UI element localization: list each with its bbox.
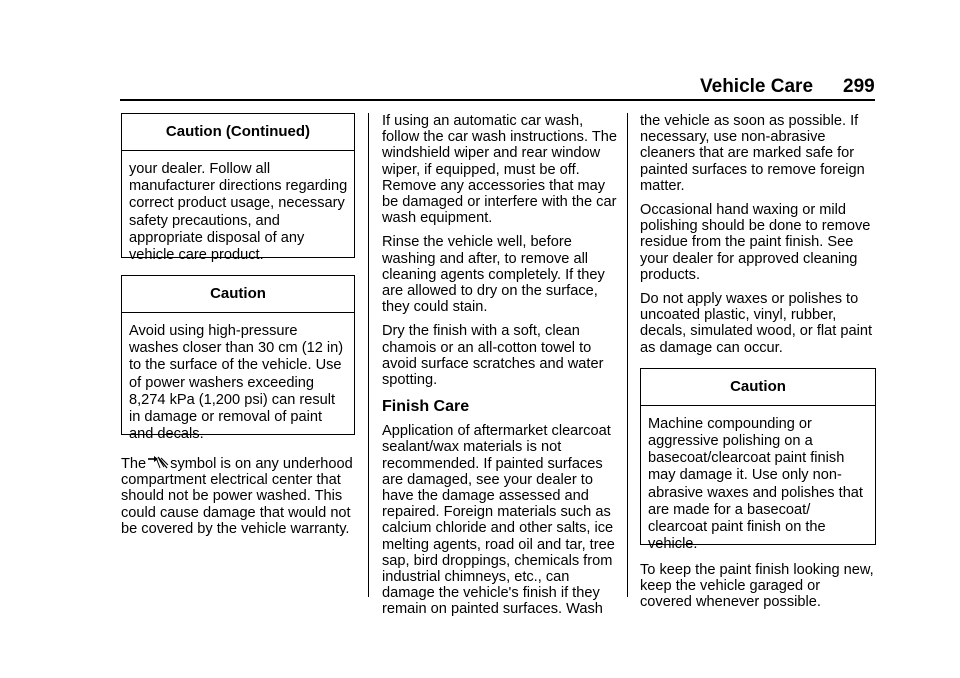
rinse-paragraph: Rinse the vehicle well, before washing and after, to remove all cleaning agents completely. If they are allowed to dry on the surface, they could stain. [382,234,605,316]
caution-box-polishing [640,368,876,553]
caution-box-continued [121,113,355,264]
finish-care-paragraph: Application of aftermarket clearcoat sealant/wax materials is not recommended. If painted surfaces are damaged, see your dealer to have the damage assessed and repaired. Foreign materials such as calcium chloride and other salts, ice melting agents, road oil and tar, tree sap, bird droppings, chemicals from industrial chimneys, etc., can damage the vehicle's finish if they remain on painted surfaces. Wash [382,423,615,618]
section-title: Vehicle Care [700,76,814,97]
garage-paragraph: To keep the paint finish looking new, keep the vehicle garaged or covered whenever possible. [640,561,874,611]
caution-title: Caution [641,369,875,406]
car-wash-paragraph: If using an automatic car wash, follow the car wash instructions. The windshield wiper and rear window wiper, if equipped, must be off. Remove any accessories that may be damaged or interfere with the car wash equipment. [382,113,617,227]
column-1 [121,113,355,545]
symbol-paragraph-text: symbol is on any underhood compartment electrical center that should not be power washed. This could cause damage that would not be covered by the vehicle warranty. [121,456,353,537]
header-rule [120,99,875,101]
no-power-wash-icon [147,454,169,470]
column-3 [640,113,876,618]
caution-body: Avoid using high-pressure washes closer than 30 cm (12 in) to the surface of the vehicle. Use of power washers exceeding 8,274 kPa (1,200 psi) can result in damage or removal of paint and decals. [129,323,344,443]
caution-body: your dealer. Follow all manufacturer directions regarding correct product usage, necessary safety precautions, and appropriate disposal of any vehicle care product. [129,161,348,264]
column-divider-2 [627,113,628,597]
column-divider-1 [368,113,369,597]
symbol-paragraph-lead: The [121,456,147,472]
waxing-paragraph: Occasional hand waxing or mild polishing should be done to remove residue from the paint finish. See your dealer for approved cleaning products. [640,202,871,283]
caution-title: Caution [122,276,354,313]
page-header [0,0,960,100]
no-wax-paragraph: Do not apply waxes or polishes to uncoated plastic, vinyl, rubber, decals, simulated wood, or flat paint as damage can occur. [640,291,873,356]
finish-care-heading: Finish Care [382,398,470,416]
caution-box-pressure-wash [121,275,355,443]
column-2 [382,113,618,626]
caution-body: Machine compounding or aggressive polishing on a basecoat/clearcoat paint finish may damage it. Use only non-abrasive waxes and polishes that are made for a basecoat/ clearcoat paint finish on the vehicle. [648,415,863,553]
wash-continued-paragraph: the vehicle as soon as possible. If necessary, use non-abrasive cleaners that are marked safe for painted surfaces to remove foreign matter. [640,113,865,194]
symbol-paragraph [121,454,355,537]
caution-title: Caution (Continued) [122,114,354,151]
dry-paragraph: Dry the finish with a soft, clean chamois or an all-cotton towel to avoid surface scratches and water spotting. [382,323,604,389]
page-number: 299 [843,76,875,97]
